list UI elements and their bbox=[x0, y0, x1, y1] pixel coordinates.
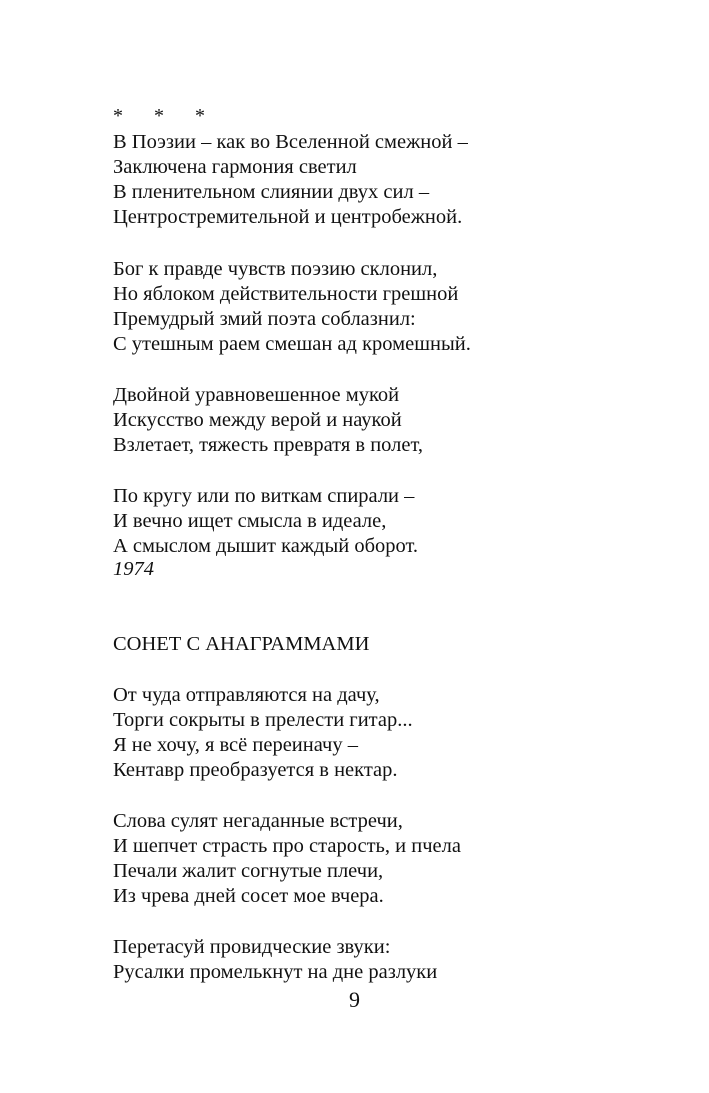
poem-line: От чуда отправляются на дачу, bbox=[113, 684, 380, 706]
poem-year: 1974 bbox=[113, 558, 154, 580]
poem-line: Центростремительной и центробежной. bbox=[113, 206, 463, 228]
poem-line: Я не хочу, я всё переиначу – bbox=[113, 734, 358, 756]
poem-line: А смыслом дышит каждый оборот. bbox=[113, 535, 419, 557]
poem-line: Русалки промелькнут на дне разлуки bbox=[113, 961, 438, 983]
poem-line: И вечно ищет смысла в идеале, bbox=[113, 510, 387, 532]
section-ornament: * * * bbox=[113, 105, 218, 127]
poem-line: Слова сулят негаданные встречи, bbox=[113, 810, 403, 832]
poem-line: Бог к правде чувств поэзию склонил, bbox=[113, 258, 438, 280]
poem-line: И шепчет страсть про старость, и пчела bbox=[113, 835, 461, 857]
poem-line: Двойной уравновешенное мукой bbox=[113, 384, 400, 406]
poem-line: В Поэзии – как во Вселенной смежной – bbox=[113, 131, 468, 153]
poem-line: Из чрева дней сосет мое вчера. bbox=[113, 885, 384, 907]
poem-line: Кентавр преобразуется в нектар. bbox=[113, 759, 398, 781]
poem-line: Искусство между верой и наукой bbox=[113, 409, 402, 431]
poem-line: С утешным раем смешан ад кромешный. bbox=[113, 333, 471, 355]
page-number: 9 bbox=[349, 987, 360, 1012]
poem-line: Но яблоком действительности грешной bbox=[113, 283, 459, 305]
poem-line: Перетасуй провидческие звуки: bbox=[113, 936, 391, 958]
poem-line: Печали жалит согнутые плечи, bbox=[113, 860, 384, 882]
poem-line: В пленительном слиянии двух сил – bbox=[113, 181, 430, 203]
poem-line: По кругу или по виткам спирали – bbox=[113, 485, 415, 507]
poem-line: Взлетает, тяжесть превратя в полет, bbox=[113, 434, 424, 456]
poem-title: СОНЕТ С АНАГРАММАМИ bbox=[113, 633, 370, 655]
poem-line: Заключена гармония светил bbox=[113, 156, 357, 178]
poem-line: Премудрый змий поэта соблазнил: bbox=[113, 308, 416, 330]
poem-line: Торги сокрыты в прелести гитар... bbox=[113, 709, 413, 731]
